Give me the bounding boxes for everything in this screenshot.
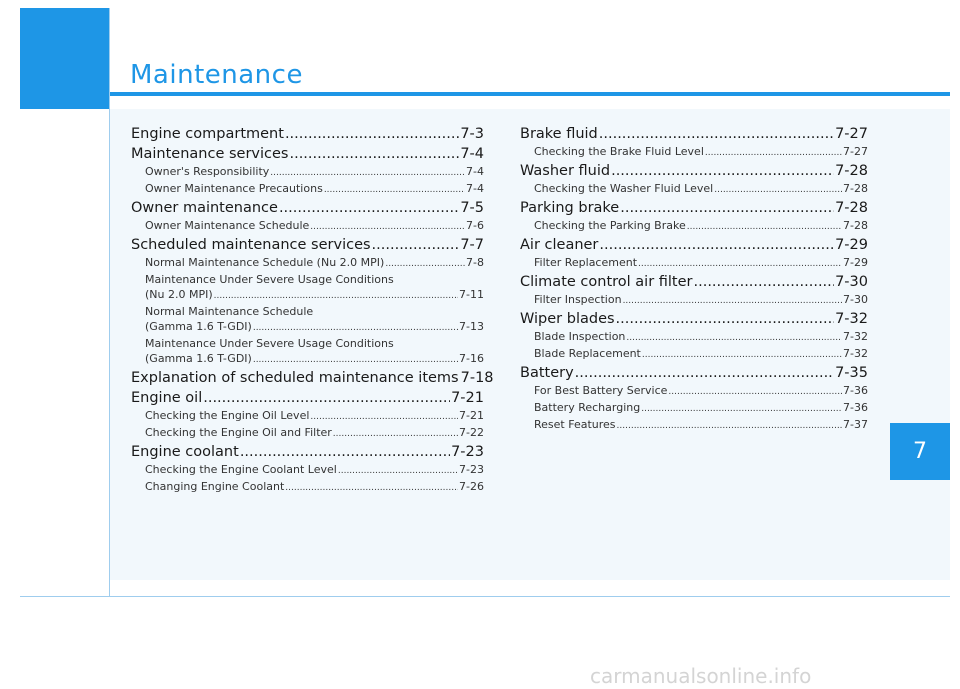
toc-subsection-entry[interactable] (520, 383, 868, 400)
toc-left-column (131, 124, 494, 496)
toc-subsection-label-line: Maintenance Under Severe Usage Conditions (145, 337, 394, 350)
toc-section-entry[interactable] (131, 442, 484, 462)
toc-page-number: 7-16 (459, 352, 484, 365)
toc-entry-label: Brake fluid (520, 126, 598, 142)
toc-entry-label: Normal Maintenance Schedule (Nu 2.0 MPI) (145, 256, 385, 269)
toc-section-entry[interactable] (131, 144, 484, 164)
page-title: Maintenance (130, 60, 303, 90)
toc-subsection-entry[interactable] (520, 144, 868, 161)
toc-subsection-entry[interactable] (131, 408, 484, 425)
dot-leader (620, 198, 834, 218)
toc-subsection-entry[interactable] (131, 351, 484, 368)
toc-page-number: 7-36 (843, 384, 868, 397)
toc-group (520, 198, 868, 235)
toc-page-number: 7-32 (843, 330, 868, 343)
toc-page-number: 7-23 (451, 444, 484, 460)
toc-page-number: 7-4 (460, 146, 484, 162)
toc-subsection-entry[interactable] (520, 292, 868, 309)
toc-subsection-entry[interactable] (520, 346, 868, 363)
toc-entry-label: Filter Replacement (534, 256, 638, 269)
dot-leader (285, 479, 458, 496)
toc-entry-label: Checking the Brake Fluid Level (534, 145, 704, 158)
toc-entry-label: Maintenance services (131, 146, 289, 162)
toc-page-number: 7-32 (843, 347, 868, 360)
toc-entry-label: Scheduled maintenance services (131, 237, 371, 253)
dot-leader (714, 181, 842, 198)
toc-page-number: 7-26 (459, 480, 484, 493)
toc-section-entry[interactable] (131, 198, 484, 218)
toc-page-number: 7-28 (835, 200, 868, 216)
toc-entry-label: Blade Inspection (534, 330, 626, 343)
toc-page-number: 7-18 (460, 370, 494, 386)
toc-group (520, 161, 868, 198)
toc-page-number: 7-8 (466, 256, 484, 269)
toc-page-number: 7-29 (843, 256, 868, 269)
toc-page-number: 7-22 (459, 426, 484, 439)
toc-group (520, 272, 868, 309)
toc-subsection-entry[interactable] (131, 479, 484, 496)
toc-page-number: 7-30 (835, 274, 868, 290)
toc-entry-label: Checking the Engine Coolant Level (145, 463, 337, 476)
toc-right-column (520, 124, 868, 434)
dot-leader (270, 164, 465, 181)
toc-page-number: 7-29 (835, 237, 868, 253)
toc-subsection-entry[interactable] (520, 218, 868, 235)
toc-section-entry[interactable] (520, 124, 868, 144)
bottom-divider (20, 596, 950, 597)
toc-group (131, 368, 494, 388)
toc-entry-label: Engine oil (131, 390, 203, 406)
dot-leader (279, 198, 459, 218)
chapter-tab[interactable]: 7 (890, 423, 950, 480)
toc-section-entry[interactable] (520, 198, 868, 218)
dot-leader (214, 287, 458, 304)
toc-subsection-entry[interactable] (131, 425, 484, 442)
toc-entry-label: Battery Recharging (534, 401, 641, 414)
dot-leader (333, 425, 458, 442)
toc-section-entry[interactable] (520, 161, 868, 181)
toc-entry-label: Wiper blades (520, 311, 615, 327)
toc-page-number: 7-5 (460, 200, 484, 216)
toc-group (131, 144, 484, 198)
toc-page-number: 7-6 (466, 219, 484, 232)
toc-page-number: 7-21 (451, 390, 484, 406)
toc-page-number: 7-27 (835, 126, 868, 142)
dot-leader (338, 462, 458, 479)
toc-subsection-entry[interactable] (131, 164, 484, 181)
dot-leader (324, 181, 465, 198)
dot-leader (289, 144, 459, 164)
dot-leader (694, 272, 835, 292)
toc-entry-label: Air cleaner (520, 237, 599, 253)
toc-section-entry[interactable] (131, 368, 494, 388)
toc-group (520, 363, 868, 434)
toc-section-entry[interactable] (131, 388, 484, 408)
dot-leader (623, 292, 842, 309)
toc-entry-label: (Nu 2.0 MPI) (145, 288, 213, 301)
dot-leader (599, 235, 834, 255)
toc-entry-label: Washer fluid (520, 163, 611, 179)
dot-leader (575, 363, 834, 383)
toc-page-number: 7-13 (459, 320, 484, 333)
toc-group (520, 124, 868, 161)
toc-section-entry[interactable] (520, 309, 868, 329)
chapter-color-block (20, 8, 109, 109)
toc-group (520, 309, 868, 363)
dot-leader (285, 124, 459, 144)
toc-entry-label: Battery (520, 365, 574, 381)
dot-leader (372, 235, 460, 255)
dot-leader (617, 417, 843, 434)
toc-group (131, 198, 484, 235)
dot-leader (253, 351, 458, 368)
toc-page-number: 7-32 (835, 311, 868, 327)
toc-entry-label: Blade Replacement (534, 347, 641, 360)
toc-entry-label: Changing Engine Coolant (145, 480, 285, 493)
dot-leader (203, 388, 450, 408)
toc-page-number: 7-28 (843, 182, 868, 195)
toc-group (131, 388, 484, 442)
toc-entry-label: Reset Features (534, 418, 616, 431)
toc-page-number: 7-37 (843, 418, 868, 431)
toc-subsection-entry[interactable] (131, 218, 484, 235)
toc-page-number: 7-21 (459, 409, 484, 422)
toc-subsection-entry[interactable] (520, 417, 868, 434)
dot-leader (641, 400, 842, 417)
toc-subsection-label-line: Maintenance Under Severe Usage Conditions (145, 273, 394, 286)
dot-leader (626, 329, 842, 346)
toc-entry-label: Parking brake (520, 200, 620, 216)
toc-subsection-label-line: Normal Maintenance Schedule (145, 305, 314, 318)
toc-subsection-entry[interactable] (131, 181, 484, 198)
toc-entry-label: Explanation of scheduled maintenance items (131, 370, 459, 386)
toc-group (520, 235, 868, 272)
dot-leader (638, 255, 842, 272)
toc-entry-label: Checking the Washer Fluid Level (534, 182, 714, 195)
dot-leader (687, 218, 842, 235)
toc-section-entry[interactable] (520, 363, 868, 383)
toc-page-number: 7-27 (843, 145, 868, 158)
toc-section-entry[interactable] (520, 235, 868, 255)
toc-page-number: 7-7 (460, 237, 484, 253)
toc-entry-label: Checking the Engine Oil Level (145, 409, 310, 422)
toc-subsection-entry[interactable] (131, 319, 484, 336)
toc-entry-label: Climate control air filter (520, 274, 693, 290)
toc-entry-label: Engine coolant (131, 444, 239, 460)
toc-entry-label: (Gamma 1.6 T-GDI) (145, 320, 252, 333)
toc-subsection-entry[interactable] (131, 255, 484, 272)
toc-page-number: 7-28 (843, 219, 868, 232)
left-gutter (20, 109, 109, 597)
toc-entry-label: (Gamma 1.6 T-GDI) (145, 352, 252, 365)
toc-entry-label: Owner Maintenance Schedule (145, 219, 310, 232)
toc-entry-label: Owner's Responsibility (145, 165, 270, 178)
dot-leader (668, 383, 842, 400)
toc-section-entry[interactable] (131, 235, 484, 255)
toc-subsection-entry[interactable] (131, 462, 484, 479)
toc-section-entry[interactable] (131, 124, 484, 144)
toc-entry-label: For Best Battery Service (534, 384, 668, 397)
toc-section-entry[interactable] (520, 272, 868, 292)
toc-page-number: 7-35 (835, 365, 868, 381)
toc-group (131, 124, 484, 144)
dot-leader (310, 408, 458, 425)
dot-leader (253, 319, 458, 336)
toc-entry-label: Owner Maintenance Precautions (145, 182, 323, 195)
toc-page-number: 7-28 (835, 163, 868, 179)
dot-leader (616, 309, 835, 329)
dot-leader (611, 161, 834, 181)
dot-leader (240, 442, 450, 462)
toc-entry-label: Checking the Parking Brake (534, 219, 686, 232)
toc-page-number: 7-23 (459, 463, 484, 476)
vertical-divider (109, 8, 110, 597)
dot-leader (642, 346, 842, 363)
toc-entry-label: Checking the Engine Oil and Filter (145, 426, 332, 439)
toc-subsection-entry[interactable] (520, 400, 868, 417)
toc-page-number: 7-36 (843, 401, 868, 414)
toc-entry-label: Filter Inspection (534, 293, 622, 306)
dot-leader (385, 255, 465, 272)
toc-group (131, 235, 484, 368)
dot-leader (310, 218, 465, 235)
title-underline (109, 92, 950, 96)
toc-subsection-entry[interactable] (520, 329, 868, 346)
toc-subsection-entry[interactable] (520, 255, 868, 272)
toc-group (131, 442, 484, 496)
toc-subsection-entry[interactable] (131, 287, 484, 304)
toc-page-number: 7-4 (466, 165, 484, 178)
toc-page-number: 7-3 (460, 126, 484, 142)
toc-page-number: 7-30 (843, 293, 868, 306)
dot-leader (705, 144, 842, 161)
dot-leader (599, 124, 834, 144)
watermark: carmanualsonline.info (590, 664, 812, 688)
toc-entry-label: Engine compartment (131, 126, 284, 142)
toc-entry-label: Owner maintenance (131, 200, 278, 216)
toc-subsection-entry[interactable] (520, 181, 868, 198)
toc-page-number: 7-11 (459, 288, 484, 301)
toc-page-number: 7-4 (466, 182, 484, 195)
